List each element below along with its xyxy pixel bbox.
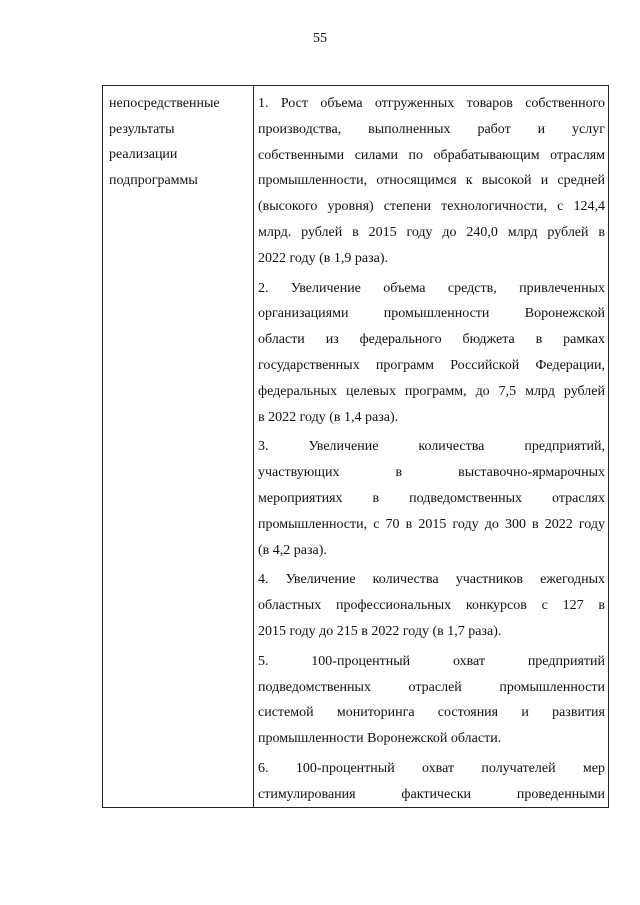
result-item-5 — [258, 649, 605, 752]
text-line: организациями промышленности Воронежской — [258, 306, 605, 322]
text-line: области из федерального бюджета в рамках — [258, 332, 605, 348]
text-line: в 2022 году (в 1,4 раза). — [258, 409, 399, 425]
text-line: (в 4,2 раза). — [258, 542, 327, 558]
result-item-2 — [258, 276, 605, 431]
text-line: 1. Рост объема отгруженных товаров собственного — [258, 96, 605, 111]
row-header-line: непосредственные — [109, 96, 220, 111]
row-header-cell — [109, 91, 249, 193]
column-divider — [253, 86, 254, 807]
text-line: 5. 100-процентный охват предприятий — [258, 653, 605, 669]
text-line: участвующих в выставочно-ярмарочных — [258, 465, 605, 481]
text-line: 4. Увеличение количества участников ежегодных — [258, 572, 605, 588]
result-item-1 — [258, 91, 605, 272]
text-line: (высокого уровня) степени технологичности, с 124,4 — [258, 199, 605, 215]
text-line: 3. Увеличение количества предприятий, — [258, 439, 605, 455]
text-line: федеральных целевых программ, до 7,5 млрд рублей — [258, 383, 605, 399]
text-line: мероприятиях в подведомственных отраслях — [258, 490, 605, 506]
result-item-3 — [258, 434, 605, 563]
text-line: промышленности, относящимся к высокой и средней — [258, 173, 605, 189]
results-table — [102, 85, 609, 808]
text-line: 2. Увеличение объема средств, привлеченных — [258, 280, 605, 296]
text-line: стимулирования фактически проведенными — [258, 786, 605, 802]
row-header-line: подпрограммы — [109, 172, 198, 188]
text-line: системой мониторинга состояния и развития — [258, 705, 605, 721]
text-line: производства, выполненных работ и услуг — [258, 121, 605, 137]
text-line: областных профессиональных конкурсов с 127 в — [258, 598, 605, 614]
text-line: промышленности, с 70 в 2015 году до 300 в 2022 году — [258, 516, 605, 532]
result-item-6 — [258, 756, 605, 808]
text-line: 2022 году (в 1,9 раза). — [258, 250, 389, 266]
results-list-cell — [258, 91, 605, 812]
row-header-line: результаты — [109, 121, 175, 137]
text-line: млрд. рублей в 2015 году до 240,0 млрд рублей в — [258, 224, 605, 240]
row-header-line: реализации — [109, 147, 178, 162]
text-line: собственными силами по обрабатывающим отраслям — [258, 147, 605, 163]
text-line: промышленности Воронежской области. — [258, 731, 502, 747]
page-number: 55 — [313, 31, 327, 46]
text-line: 6. 100-процентный охват получателей мер — [258, 760, 605, 776]
text-line: государственных программ Российской Федерации, — [258, 357, 605, 373]
result-item-4 — [258, 567, 605, 644]
text-line: подведомственных отраслей промышленности — [258, 679, 605, 695]
text-line: 2015 году до 215 в 2022 году (в 1,7 раза). — [258, 623, 502, 639]
